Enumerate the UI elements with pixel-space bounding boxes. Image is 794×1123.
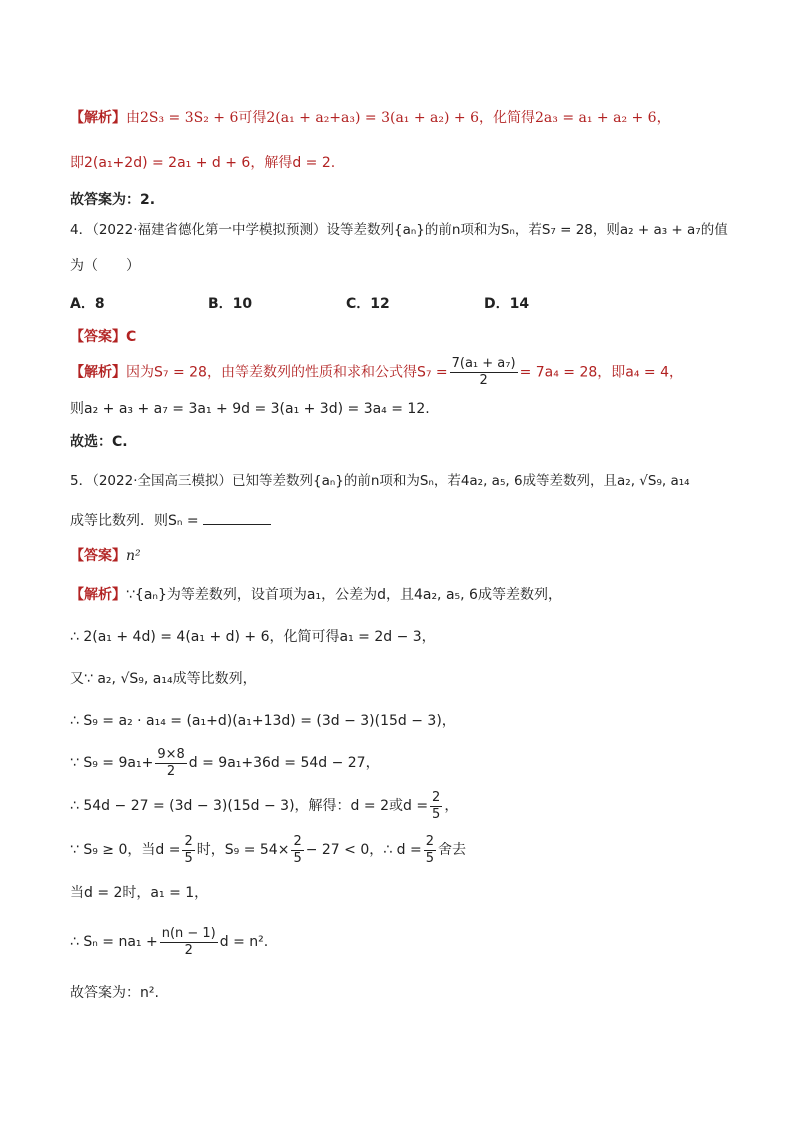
q5-analysis-line8: 当d = 2时，a₁ = 1，: [70, 885, 209, 901]
fraction-numerator: 2: [184, 833, 193, 849]
text-b: d = 9a₁+36d = 54d − 27，: [188, 755, 380, 771]
q4-stem-line2: 为（ ）: [70, 258, 140, 274]
option-b: B．10: [208, 296, 253, 312]
analysis-text: 由2S₃ = 3S₂ + 6可得2(a₁ + a₂+a₃) = 3(a₁ + a₂) + 6，化简得2a₃ = a₁ + a₂ + 6，: [126, 110, 671, 126]
fraction-denominator: 5: [425, 850, 434, 866]
fraction-numerator: n(n − 1): [161, 925, 216, 941]
q4-analysis-line1: [70, 356, 683, 388]
analysis-tag: 【解析】: [70, 587, 126, 603]
q5-analysis-line9: [70, 922, 268, 962]
text-b: d = n².: [219, 934, 269, 950]
fraction: [430, 790, 442, 823]
q5-analysis-line2: ∴ 2(a₁ + 4d) = 4(a₁ + d) + 6，化简可得a₁ = 2d − 3，: [70, 629, 436, 645]
q5-stem-line2: [70, 510, 271, 531]
analysis-text-b: = 7a₄ = 28，即a₄ = 4，: [519, 364, 684, 381]
text-c: − 27 < 0，∴ d =: [305, 842, 422, 858]
text-a: ∵ S₉ = 9a₁+: [70, 755, 154, 771]
q5-stem-text: 成等比数列．则Sₙ =: [70, 513, 199, 529]
answer-tag: 【答案】: [70, 329, 126, 345]
fraction-denominator: 2: [479, 373, 488, 388]
q5-analysis-line7: [70, 832, 466, 868]
q3-answer-line: 故答案为：2.: [70, 192, 156, 208]
answer-value: n²: [126, 548, 141, 564]
option-d: D．14: [484, 296, 530, 312]
q5-analysis-line3: 又∵ a₂, √S₉, a₁₄成等比数列，: [70, 671, 257, 687]
fraction-denominator: 5: [432, 806, 441, 822]
q5-final-line: 故答案为：n².: [70, 985, 159, 1001]
q3-analysis-line1: [70, 108, 671, 128]
q5-analysis-line4: ∴ S₉ = a₂ · a₁₄ = (a₁+d)(a₁+13d) = (3d − 3)(15d − 3)，: [70, 713, 456, 729]
q5-analysis-line5: [70, 745, 380, 781]
text-b: 时，S₉ = 54×: [196, 842, 290, 858]
answer-value: C: [126, 329, 137, 345]
fraction: [424, 834, 436, 867]
q4-select-line: 故选：C.: [70, 434, 128, 450]
answer-tag: 【答案】: [70, 548, 126, 564]
q5-answer-line: [70, 546, 141, 566]
fraction-numerator: 2: [293, 833, 302, 849]
analysis-tag: 【解析】: [70, 110, 126, 126]
fraction: [291, 834, 303, 867]
fraction-denominator: 2: [166, 763, 176, 779]
q5-analysis-line6: [70, 788, 458, 824]
text-d: 舍去: [437, 842, 466, 858]
q4-analysis-line2: 则a₂ + a₃ + a₇ = 3a₁ + 9d = 3(a₁ + 3d) = 3a₄ = 12.: [70, 401, 430, 417]
fraction-numerator: 2: [432, 789, 441, 805]
analysis-text-a: 因为S₇ = 28，由等差数列的性质和求和公式得S₇ =: [126, 364, 448, 381]
answer-blank: [203, 510, 271, 525]
q5-analysis-line1: [70, 585, 562, 605]
fraction-numerator: 2: [425, 833, 434, 849]
q3-analysis-line2: 即2(a₁+2d) = 2a₁ + d + 6，解得d = 2.: [70, 155, 336, 171]
q4-stem-line1: 4．（2022·福建省德化第一中学模拟预测）设等差数列{aₙ}的前n项和为Sₙ，若S₇ = 28，则a₂ + a₃ + a₇的值: [70, 222, 728, 238]
q4-answer-line: [70, 327, 136, 347]
fraction-denominator: 5: [184, 850, 193, 866]
q5-stem-line1: 5．（2022·全国高三模拟）已知等差数列{aₙ}的前n项和为Sₙ，若4a₂, a₅, 6成等差数列，且a₂, √S₉, a₁₄: [70, 473, 690, 489]
text-a: ∴ Sₙ = na₁ +: [70, 934, 158, 950]
fraction: [155, 747, 186, 780]
text-b: ，: [444, 798, 459, 814]
text-a: ∴ 54d − 27 = (3d − 3)(15d − 3)，解得：d = 2或d =: [70, 798, 429, 814]
fraction-numerator: 7(a₁ + a₇): [451, 356, 516, 371]
fraction-denominator: 2: [184, 942, 193, 958]
fraction: [182, 834, 194, 867]
analysis-tag: 【解析】: [70, 364, 126, 381]
analysis-text: ∵{aₙ}为等差数列，设首项为a₁，公差为d，且4a₂, a₅, 6成等差数列，: [126, 587, 562, 603]
fraction: [450, 356, 518, 389]
option-c: C．12: [346, 296, 390, 312]
fraction-numerator: 9×8: [157, 746, 185, 762]
option-a: A．8: [70, 296, 105, 312]
fraction: [160, 926, 218, 959]
fraction-denominator: 5: [293, 850, 302, 866]
text-a: ∵ S₉ ≥ 0，当d =: [70, 842, 181, 858]
q4-options: [70, 294, 529, 314]
